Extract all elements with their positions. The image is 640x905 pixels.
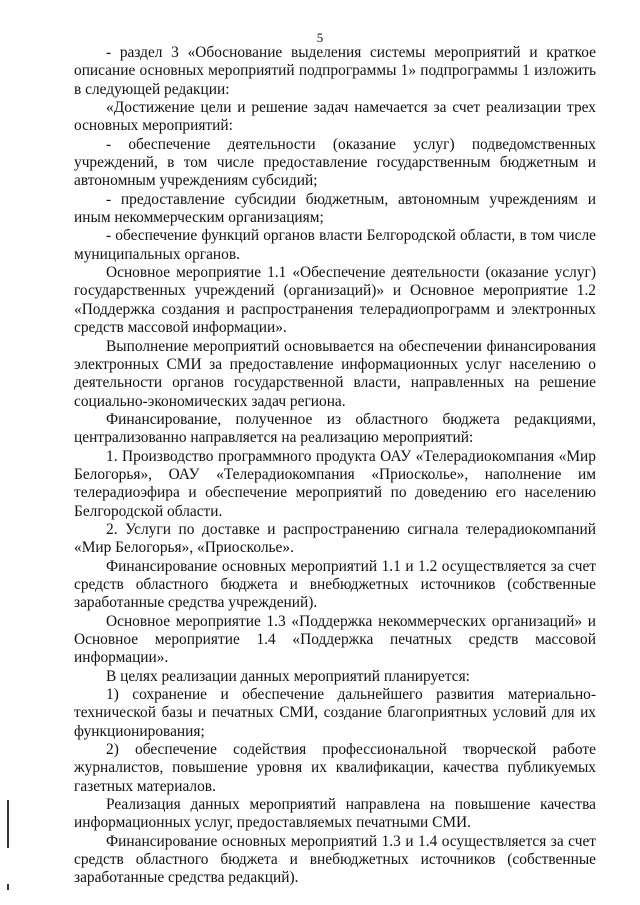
paragraph: «Достижение цели и решение задач намечается за счет реализации трех основных мероприятий:	[74, 99, 596, 135]
paragraph: - обеспечение деятельности (оказание услуг) подведомственных учреждений, в том числе предоставление государственным бюджетным и автономным учреждениям субсидий;	[74, 135, 596, 190]
page-number: 5	[316, 30, 324, 45]
paragraph: Финансирование, полученное из областного бюджета редакциями, централизованно направляется на реализацию мероприятий:	[74, 410, 596, 447]
paragraph: - обеспечение функций органов власти Белгородской области, в том числе муниципальных органов.	[74, 227, 596, 263]
paragraph: Выполнение мероприятий основывается на обеспечении финансирования электронных СМИ за предоставление информационных услуг населению о деятельности органов государственной власти, направленных на решение социально-экономических задач региона.	[74, 337, 596, 410]
paragraph: - предоставление субсидии бюджетным, автономным учреждениям и иным некоммерческим организациям;	[74, 190, 596, 227]
paragraph: Основное мероприятие 1.1 «Обеспечение деятельности (оказание услуг) государственных учреждений (организаций)» и Основное мероприятие 1.2 «Поддержка создания и распространения телерадиопрограмм и электронных средств массовой информации».	[74, 264, 596, 337]
document-body	[74, 44, 596, 888]
paragraph: - раздел 3 «Обоснование выделения системы мероприятий и краткое описание основных мероприятий подпрограммы 1» подпрограммы 1 изложить в следующей редакции:	[74, 44, 596, 98]
paragraph: 2) обеспечение содействия профессиональной творческой работе журналистов, повышение уровня их квалификации, качества публикуемых газетных материалов.	[74, 741, 596, 795]
paragraph: В целях реализации данных мероприятий планируется:	[106, 667, 470, 685]
paragraph: Финансирование основных мероприятий 1.3 и 1.4 осуществляется за счет средств областного бюджета и внебюджетных источников (собственные заработанные средства редакций).	[74, 832, 596, 887]
paragraph: 1. Производство программного продукта ОАУ «Телерадиокомпания «Мир Белогорья», ОАУ «Телерадиокомпания «Приосколье», наполнение им телерадиоэфира и обеспечение мероприятий по доведению его населению Белгородской области.	[74, 447, 596, 520]
paragraph: Финансирование основных мероприятий 1.1 и 1.2 осуществляется за счет средств областного бюджета и внебюджетных источников (собственные заработанные средства учреждений).	[74, 557, 596, 612]
paragraph: 1) сохранение и обеспечение дальнейшего развития материально-технической базы и печатных СМИ, создание благоприятных условий для их функционирования;	[74, 686, 596, 740]
paragraph: 2. Услуги по доставке и распространению сигнала телерадиокомпаний «Мир Белогорья», «Приосколье».	[74, 520, 596, 557]
scan-margin-mark	[7, 800, 9, 848]
paragraph: Основное мероприятие 1.3 «Поддержка некоммерческих организаций» и Основное мероприятие 1.4 «Поддержка печатных средств массовой информации».	[74, 612, 596, 667]
paragraph: Реализация данных мероприятий направлена на повышение качества информационных услуг, предоставляемых печатными СМИ.	[74, 796, 596, 832]
scan-margin-mark	[7, 884, 9, 890]
